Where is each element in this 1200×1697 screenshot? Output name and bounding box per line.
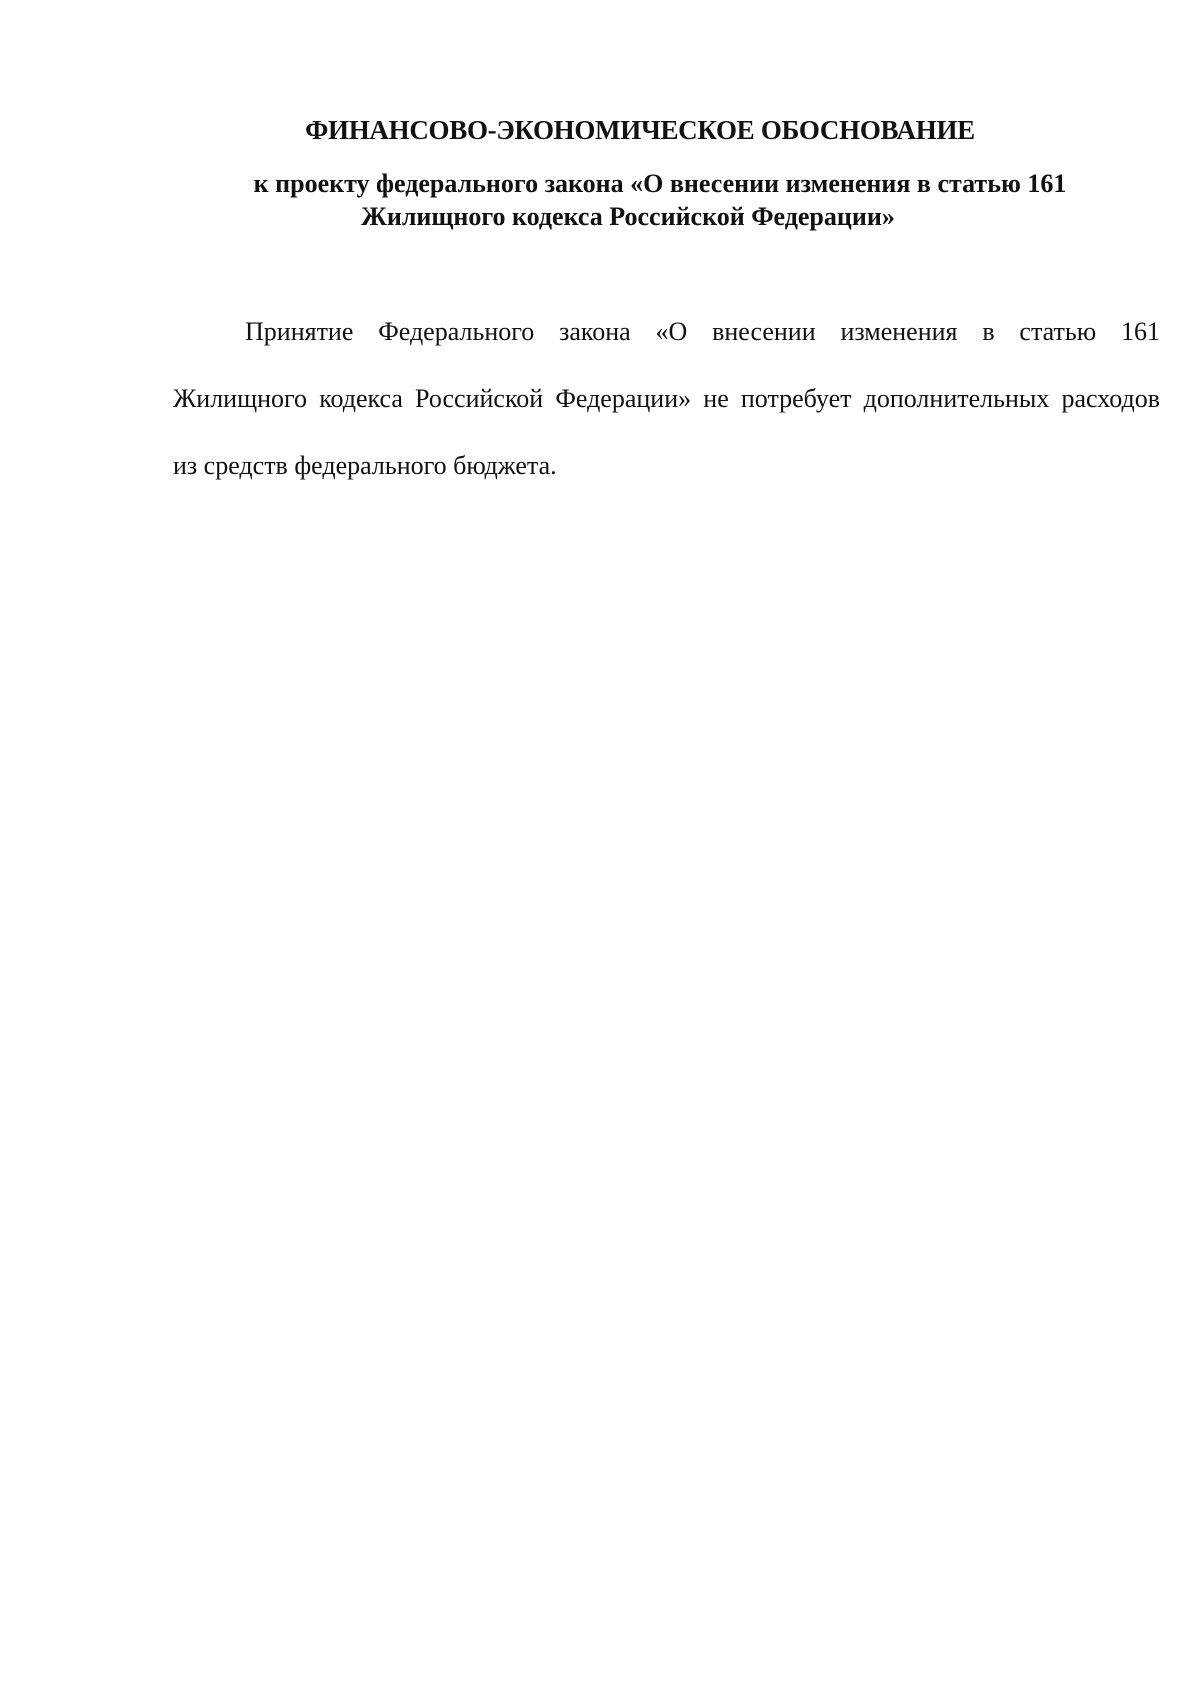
body-line: Жилищного кодекса Российской Федерации» не потребует дополнительных расходов	[173, 384, 1160, 413]
document-title: ФИНАНСОВО-ЭКОНОМИЧЕСКОЕ ОБОСНОВАНИЕ	[305, 115, 975, 145]
subtitle-line: Жилищного кодекса Российской Федерации»	[361, 202, 895, 231]
body-line: из средств федерального бюджета.	[173, 451, 557, 480]
document-subtitle	[200, 167, 1080, 233]
body-paragraph	[173, 298, 1160, 499]
body-line: Принятие Федерального закона «О внесении изменения в статью 161	[245, 317, 1160, 346]
subtitle-line: к проекту федерального закона «О внесении изменения в статью 161	[253, 169, 1067, 198]
